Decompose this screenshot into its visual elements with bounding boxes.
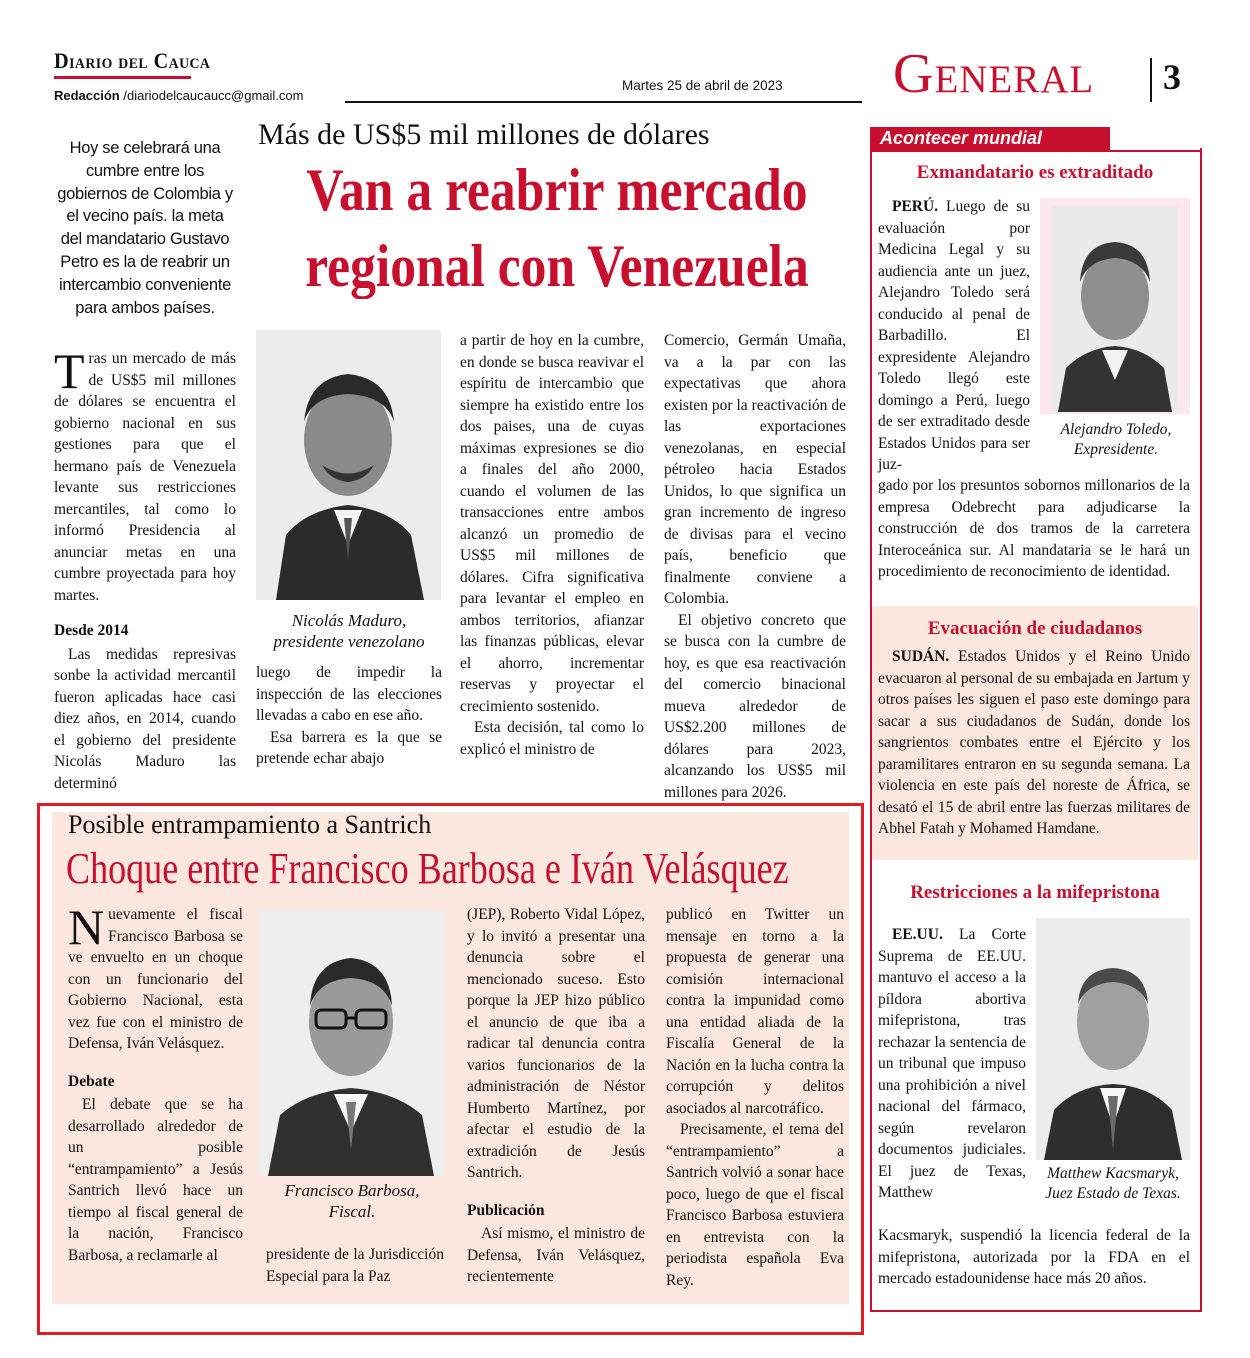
sidebar-item1-text-b: gado por los presuntos sobornos millonarios de la empresa Odebrecht para adjudicarse la construcción de dos tramos de la carretera Interoceánica sur. Al mandataria se le hará un procedimiento de reconocimiento de identidad. [878, 477, 1190, 580]
main-col4-p2: El objetivo concreto que se busca con la cumbre de hoy, es que esa reactivación del comercio binacional mueva alrededor de US$2.200 millones de dólares para 2023, alcanzando los US$5 mil millones para 2026. [664, 611, 846, 801]
redaccion-line [54, 88, 303, 103]
paper-name: Diario del Cauca [54, 48, 211, 73]
sidebar-banner [870, 127, 1110, 151]
main-story-headline [252, 152, 862, 322]
main-story-col1 [54, 343, 236, 794]
person-silhouette-icon [256, 330, 441, 600]
issue-date: Martes 25 de abril de 2023 [622, 78, 783, 93]
barbosa-photo [258, 910, 444, 1176]
main-col1-p1: ras un mercado de más de US$5 mil millones de dólares se encuentra el gobierno nacional en sus gestiones para que el hermano país de Venezuela levante sus restricciones mercantiles, tal como lo informó Presidencia al anunciar metas en una cumbre proyectada para hoy martes. [54, 350, 236, 604]
paper-name-underline [54, 76, 191, 79]
second-story-headline-wrap [66, 842, 846, 898]
main-col2-p1: luego de impedir la inspección de las elecciones llevadas a cabo en ese año. [256, 664, 442, 724]
sidebar-item1-place: PERÚ. [892, 198, 939, 215]
sidebar-item3-text-a: La Corte Suprema de EE.UU. mantuvo el acceso a la píldora abortiva mifepristona, tras rechazar la sentencia de un tribunal que impuso una prohibición a nivel nacional del fármaco, según revelaron documentos judiciales. El juez de Texas, Matthew [878, 926, 1026, 1201]
sidebar-item1-text-bottom [878, 475, 1190, 583]
sidebar-item2-p [878, 646, 1190, 840]
person-silhouette-icon [1040, 198, 1190, 414]
second-story-headline: Choque entre Francisco Barbosa e Iván Velásquez [66, 844, 789, 893]
main-dropcap: T [54, 343, 85, 399]
sidebar-item1-title: Exmandatario es extraditado [916, 162, 1154, 183]
second-col2-p1: presidente de la Jurisdicción Especial para la Paz [266, 1246, 444, 1285]
kacsmaryk-caption: Matthew Kacsmaryk, Juez Estado de Texas. [1045, 1165, 1181, 1202]
masthead [0, 0, 1250, 112]
second-col4-p2: Precisamente, el tema del “entrampamiento” a Santrich volvió a sonar hace poco, luego de que el fiscal Francisco Barbosa estuviera en entrevista con la periodista española Eva Rey. [666, 1121, 844, 1289]
second-col3-p1: (JEP), Roberto Vidal López, y lo invitó a presentar una denuncia sobre el mencionado suceso. Esto porque la JEP hizo público el anuncio de que iba a radicar tal denuncia contra varios funcionarios de la administración de Néstor Humberto Martínez, por afectar el estudio de la extradición de Jesús Santrich. [467, 906, 645, 1181]
second-story-col1 [68, 899, 243, 1266]
main-col2-p2: Esa barrera es la que se pretende echar abajo [256, 728, 442, 767]
second-col1-p1: uevamente el fiscal Francisco Barbosa se ve envuelto en un choque con un funcionario del Gobierno Nacional, esta vez fue con el ministro de Defensa, Iván Velásquez. [68, 906, 243, 1052]
sidebar-banner-rule [870, 150, 1200, 152]
sidebar-item2-text [878, 646, 1190, 840]
main-col3-p2: Esta decisión, tal como lo explicó el ministro de [460, 719, 644, 758]
barbosa-caption: Francisco Barbosa, Fiscal. [284, 1181, 420, 1221]
sidebar-item3-text-top [878, 924, 1026, 1204]
redaccion-email: /diariodelcaucaucc@gmail.com [123, 88, 304, 103]
main-story-summary: Hoy se celebrará una cumbre entre los gobiernos de Colombia y el vecino país. la meta del mandatario Gustavo Petro es la de reabrir un intercambio conveniente para ambos países. [57, 139, 233, 317]
sidebar-item2-body: Estados Unidos y el Reino Unido evacuaron al personal de su embajada en Jartum y otros países les siguen el paso este domingo para sacar a sus ciudadanos de Sudán, donde los sangrientos combates entre el Ejército y los paramilitares entraron en su segunda semana. La violencia en este país del noreste de África, se desató el 15 de abril entre las fuerzas militares de Abhel Fatah y Mohamed Hamdane. [878, 648, 1191, 837]
second-story-col4 [666, 904, 844, 1291]
main-headline-text: Van a reabrir mercado regional con Venezuela [305, 157, 809, 299]
main-col4-p1: Comercio, Germán Umaña, va a la par con las expectativas que ahora existen por la reactivación de las exportaciones venezolanas, en especial pétroleo hacia Estados Unidos, lo que significa un gran incremento de ingreso de divisas para el vecino país, beneficio que finalmente conviene a Colombia. [664, 332, 846, 607]
maduro-photo [256, 330, 441, 600]
main-story-kicker: Más de US$5 mil millones de dólares [258, 118, 710, 151]
second-col4-p1: publicó en Twitter un mensaje en torno a la propuesta de generar una comisión internacional contra la impunidad como una entidad aliada de la Fiscalía General de la Nación en la lucha contra la corrupción y delitos asociados al narcotráfico. [666, 906, 844, 1117]
second-story-col2 [266, 1244, 444, 1287]
sidebar-item1-p [878, 196, 1030, 476]
second-dropcap: N [68, 899, 105, 955]
sidebar-item2-place: SUDÁN. [892, 648, 950, 665]
main-story-col4 [664, 330, 846, 803]
page-number: 3 [1163, 57, 1181, 97]
toledo-caption: Alejandro Toledo, Expresidente. [1060, 421, 1172, 458]
second-col1-p2: El debate que se ha desarrollado alrededor de un posible “entrampamiento” a Jesús Santrich llevó hace un tiempo al fiscal general de la nación, Francisco Barbosa, a reclamarle al [68, 1096, 243, 1264]
masthead-rule [345, 101, 862, 103]
sidebar-banner-text: Acontecer mundial [880, 128, 1043, 148]
sidebar-item3-title: Restricciones a la mifepristona [910, 882, 1160, 903]
section-divider [1150, 58, 1152, 102]
kacsmaryk-photo [1036, 918, 1190, 1160]
sidebar-item3-place: EE.UU. [892, 926, 943, 943]
sidebar-item3-text-bottom [878, 1225, 1190, 1290]
redaccion-label: Redacción [54, 88, 120, 103]
sidebar-item1-text-a: Luego de su evaluación por Medicina Legal y su audiencia ante un juez, Alejandro Toledo será conducido al penal de Barbadillo. El expresidente Alejandro Toledo llegó este domingo a Perú, luego de ser extraditado desde Estados Unidos para ser juz- [878, 198, 1030, 473]
sidebar-item2-title: Evacuación de ciudadanos [927, 618, 1143, 639]
sidebar-item3-p [878, 924, 1026, 1204]
second-subhead-publicacion: Publicación [467, 1201, 545, 1219]
main-col3-p1: a partir de hoy en la cumbre, en donde se busca reavivar el espíritu de intercambio que siempre ha existido entre los dos paises, una de cuyas máximas expresiones se dio a finales del año 2000, cuando el volumen de las transacciones entre ambos alcanzó un promedio de US$5 mil millones de dólares. Cifra significativa para levantar el empleo en ambos territorios, afianzar las finanzas públicas, elevar el ahorro, incrementar reservas y proyectar el crecimiento sostenido. [460, 332, 644, 715]
sidebar-item1-text-top [878, 196, 1030, 476]
person-silhouette-icon [258, 910, 444, 1176]
maduro-caption: Nicolás Maduro, presidente venezolano [273, 611, 425, 651]
second-col3-p2: Así mismo, el ministro de Defensa, Iván Velásquez, recientemente [467, 1225, 645, 1285]
second-subhead-debate: Debate [68, 1072, 115, 1090]
main-subhead-desde-2014: Desde 2014 [54, 622, 129, 639]
toledo-photo [1040, 198, 1190, 414]
main-col1-p2: Las medidas represivas sonbe la actividad mercantil fueron aplicadas hace casi diez años, en 2014, cuando el gobierno del presidente Nicolás Maduro las determinó [54, 645, 236, 792]
section-name: General [893, 43, 1095, 105]
sidebar-item3-text-b: Kacsmaryk, suspendió la licencia federal de la mifepristona, autorizada por la FDA en el mercado estadounidense hace más 20 años. [878, 1227, 1190, 1287]
main-story-col3 [460, 330, 644, 760]
person-silhouette-icon [1036, 918, 1190, 1160]
second-story-kicker: Posible entrampamiento a Santrich [68, 810, 432, 839]
main-story-col2 [256, 662, 442, 770]
second-story-col3 [467, 904, 645, 1288]
